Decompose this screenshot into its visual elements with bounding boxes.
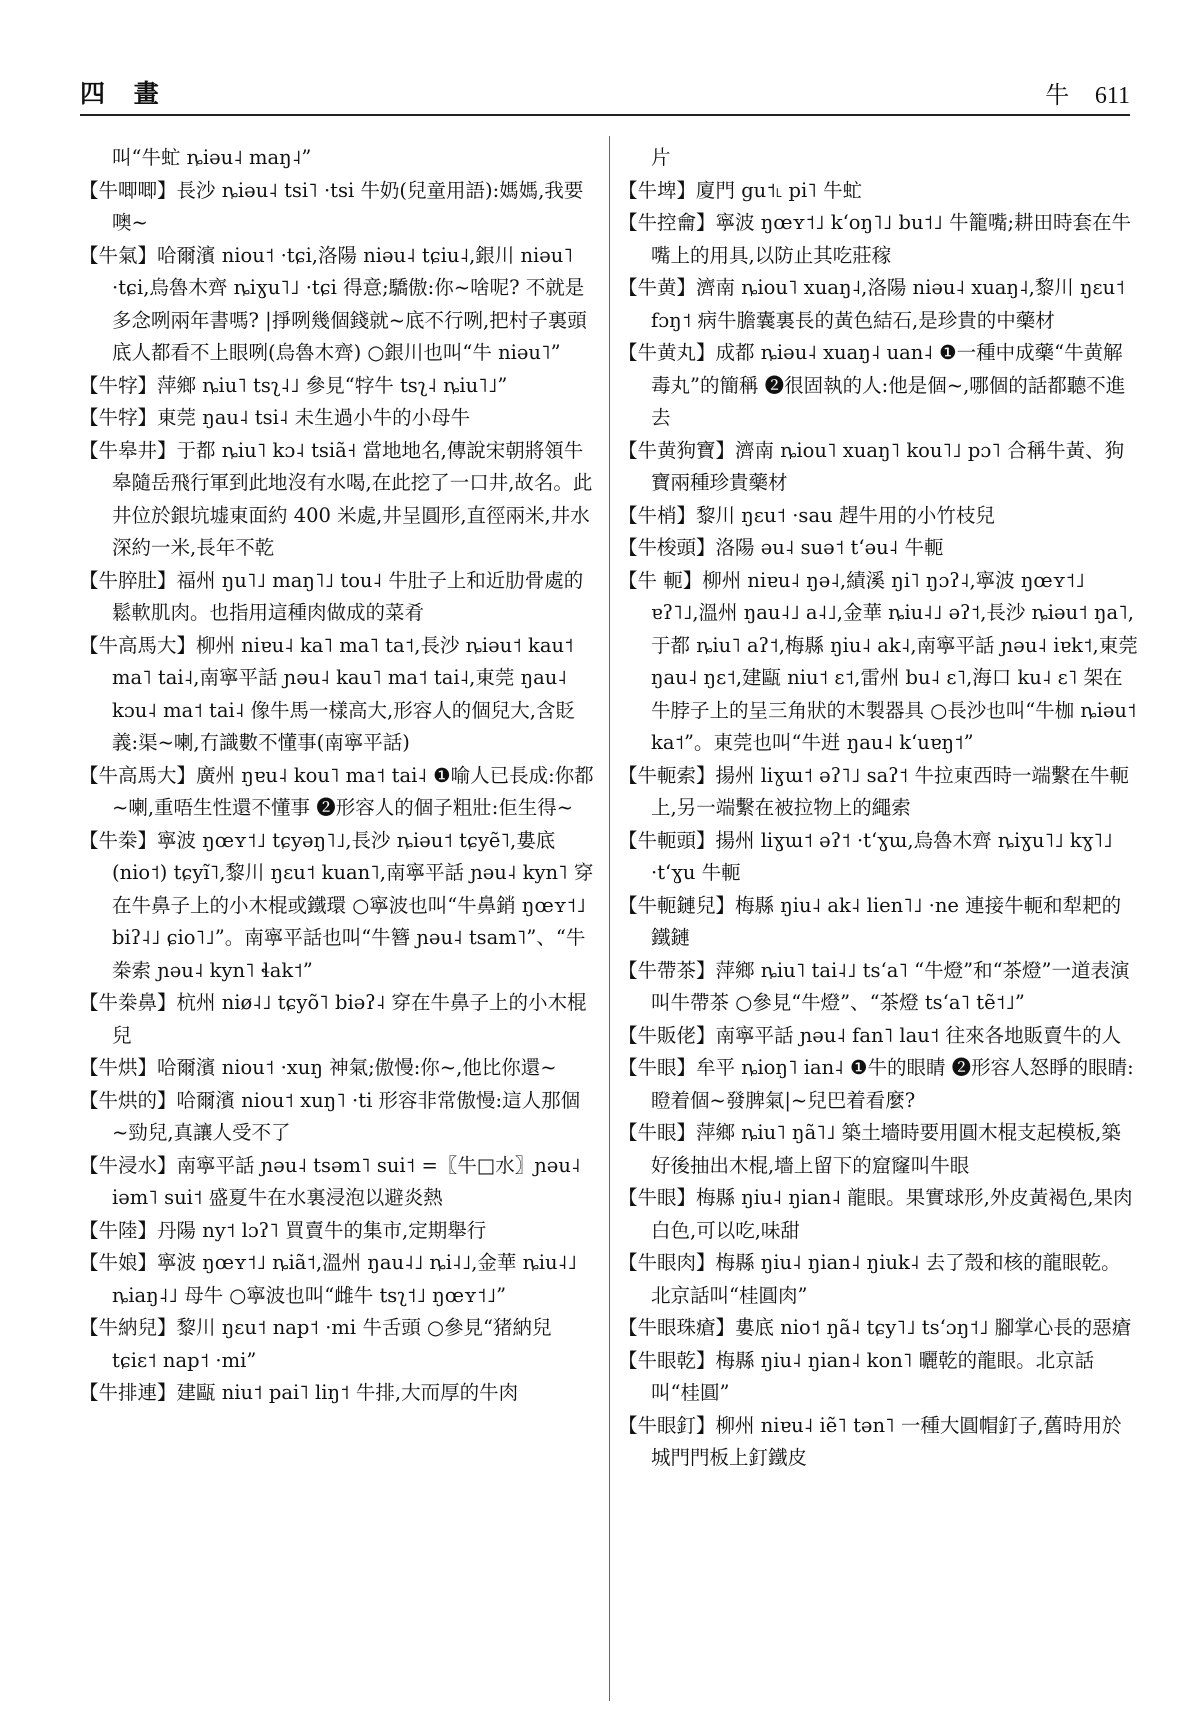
dictionary-entry: 【牛眼】梅縣 ŋiu˨ ŋian˨ 龍眼。果實球形,外皮黃褐色,果肉白色,可以吃,味甜	[618, 1186, 1133, 1242]
dictionary-entry: 【牛軛頭】揚州 liɣɯ˦ əʔ˦ ·tʻɣɯ,烏魯木齊 ȵiɣu˥˩ kɣ˥˩ ·tʻɣu 牛軛	[618, 828, 1113, 884]
dictionary-entry: 【牛帶茶】萍鄉 ȵiu˥ tai˨˩ tsʻa˥ “牛燈”和“茶燈”一道表演叫牛帶茶 ○參見“牛燈”、“茶燈 tsʻa˥ tẽ˦˩”	[618, 958, 1130, 1014]
page-number: 611	[1094, 83, 1130, 109]
dictionary-entry: 【牛桊鼻】杭州 niø˨˩ tɕyõ˥ biəʔ˨ 穿在牛鼻子上的小木棍兒	[79, 991, 587, 1047]
dictionary-entry: 【牛陸】丹陽 ny˦ lɔʔ˥ 買賣牛的集市,定期舉行	[79, 1218, 487, 1242]
dictionary-entry: 【牛唧唧】長沙 ȵiəu˨ tsi˥ ·tsi 牛奶(兒童用語):媽媽,我要噢~	[79, 178, 584, 234]
dictionary-entry: 【牛浸水】南寧平話 ɲəu˨ tsəm˥ sui˦ =〖牛□水〗ɲəu˨ iəm˥ sui˦ 盛夏牛在水裏浸泡以避炎熱	[79, 1153, 581, 1209]
dictionary-entry: 【牛梭頭】洛陽 əu˨ suə˦ tʻəu˨ 牛軛	[618, 536, 944, 559]
dictionary-entry: 【牛黄狗寶】濟南 ȵiou˥ xuaŋ˥ kou˥˩ pɔ˥ 合稱牛黃、狗寶兩種珍貴藥材	[618, 438, 1125, 494]
dictionary-entry: 【牛脺肚】福州 ŋu˥˩ maŋ˥˩ tou˨ 牛肚子上和近肋骨處的鬆軟肌肉。也指用這種肉做成的菜肴	[79, 568, 584, 624]
dictionary-entry: 【牛黄】濟南 ȵiou˥ xuaŋ˨,洛陽 niəu˨ xuaŋ˨,黎川 ŋɛu˦ fɔŋ˦ 病牛膽囊裏長的黃色結石,是珍貴的中藥材	[618, 276, 1125, 332]
dictionary-entry: 【牛控龠】寧波 ŋœʏ˦˩ kʻoŋ˥˩ bu˦˩ 牛籠嘴;耕田時套在牛嘴上的用具,以防止其吃莊稼	[618, 211, 1132, 267]
column-divider	[609, 136, 610, 1701]
dictionary-entry: 【牛牸】萍鄉 ȵiu˥ tsʅ˨˩ 參見“牸牛 tsʅ˨ ȵiu˥˩”	[79, 373, 508, 397]
dictionary-entry: 【牛排連】建甌 niu˦ pai˥ liŋ˦ 牛排,大而厚的牛肉	[79, 1381, 519, 1404]
dictionary-entry: 【牛眼乾】梅縣 ŋiu˨ ŋian˨ kon˥ 曬乾的龍眼。北京話叫“桂圓”	[618, 1348, 1095, 1404]
dictionary-entry: 【牛眼釘】柳州 niɐu˨ iẽ˥ tən˥ 一種大圓帽釘子,舊時用於城門門板上釘鐵皮	[618, 1413, 1122, 1469]
entry-continuation: 叫“牛虻 ȵiəu˨ maŋ˨”	[112, 146, 312, 169]
dictionary-entry: 【牛軛索】揚州 liɣɯ˦ əʔ˥˩ saʔ˦ 牛拉東西時一端繫在牛軛上,另一端繫在被拉物上的繩索	[618, 763, 1129, 819]
dictionary-entry: 【牛販佬】南寧平話 ɲəu˨ fan˥ lau˦ 往來各地販賣牛的人	[618, 1023, 1122, 1047]
dictionary-entry: 【牛高馬大】廣州 ŋɐu˨ kou˥ ma˦ tai˨ ❶喻人已長成:你都~喇,重唔生性還不懂事 ❷形容人的個子粗壯:佢生得~	[79, 763, 594, 819]
dictionary-entry: 【牛牸】東莞 ŋau˨ tsi˨ 未生過小牛的小母牛	[79, 406, 471, 429]
dictionary-entry: 【牛氣】哈爾濱 niou˦ ·tɕi,洛陽 niəu˨ tɕiu˨,銀川 niəu˥ ·tɕi,烏魯木齊 ȵiɣu˥˩ ·tɕi 得意;驕傲:你~啥呢? 不就是多念咧兩年書嗎? |掙咧幾個錢就~底不行咧,把村子裏頭底人都看不上眼咧(烏魯木齊) ○銀川也叫“牛 niəu˥”	[79, 243, 587, 364]
dictionary-entry: 【牛眼珠瘡】婁底 nio˦ ŋã˨ tɕy˥˩ tsʻɔŋ˦˩ 腳掌心長的惡瘡	[618, 1316, 1132, 1339]
right-column	[618, 142, 1138, 1475]
entry-continuation: 片	[651, 146, 671, 169]
head-character: 牛	[1045, 83, 1070, 109]
dictionary-entry: 【牛眼】牟平 ȵioŋ˥ ian˨ ❶牛的眼睛 ❷形容人怒睜的眼睛:瞪着個~發脾氣|~兒巴着看麼?	[618, 1056, 1134, 1112]
dictionary-entry: 【牛娘】寧波 ŋœʏ˦˩ ȵiã˦,溫州 ŋau˨˩ ȵi˨˩,金華 ȵiu˨˩ ȵiaŋ˨˩ 母牛 ○寧波也叫“雌牛 tsʅ˦˩ ŋœʏ˦˩”	[79, 1251, 577, 1307]
dictionary-entry: 【牛皋井】于都 ȵiu˥ kɔ˨ tsiã˧ 當地地名,傳說宋朝將領牛皋隨岳飛行軍到此地沒有水喝,在此挖了一口井,故名。此井位於銀坑墟東面約 400 米處,井呈圓形,直徑兩米,井水深約一米,長年不乾	[79, 438, 593, 559]
dictionary-entry: 【牛 軛】柳州 niɐu˨ ŋə˨,績溪 ŋi˥ ŋɔʔ˨,寧波 ŋœʏ˦˩ ɐʔ˥˩,溫州 ŋau˨˩ a˨˩,金華 ȵiu˨˩ əʔ˦,長沙 ȵiəu˦ ŋa˥,于都 ȵiu˥ aʔ˦,梅縣 ŋiu˨ ak˨,南寧平話 ɲəu˨ iɐk˦,東莞 ŋau˨ ŋɛ˦,建甌 niu˦ ɛ˦,雷州 bu˨ ɛ˥,海口 ku˨ ɛ˥ 架在牛脖子上的呈三角狀的木製器具 ○長沙也叫“牛枷 ȵiəu˦ ka˦”。東莞也叫“牛逬 ŋau˨ kʻuɐŋ˦”	[618, 568, 1138, 754]
dictionary-entry: 【牛眼】萍鄉 ȵiu˥ ŋã˥˩ 築土墻時要用圓木棍支起模板,築好後抽出木棍,墻上留下的窟窿叫牛眼	[618, 1121, 1121, 1177]
dictionary-entry: 【牛桊】寧波 ŋœʏ˦˩ tɕyəŋ˥˩,長沙 ȵiəu˦ tɕyẽ˥,婁底(nio˦) tɕyĩ˥,黎川 ŋɛu˦ kuan˥,南寧平話 ɲəu˨ kyn˥ 穿在牛鼻子上的小木棍或鐵環 ○寧波也叫“牛鼻銷 ŋœʏ˦˩ biʔ˨˩ ɕio˥˩”。南寧平話也叫“牛簪 ɲəu˨ tsam˥”、“牛桊索 ɲəu˨ kyn˥ ɬak˦”	[79, 828, 594, 982]
dictionary-entry: 【牛烘】哈爾濱 niou˦ ·xuŋ 神氣;傲慢:你~,他比你還~	[79, 1056, 557, 1079]
left-column	[79, 142, 594, 1410]
dictionary-entry: 【牛梢】黎川 ŋɛu˦ ·sau 趕牛用的小竹枝兒	[618, 503, 995, 527]
page-header-right	[1027, 75, 1130, 110]
dictionary-entry: 【牛軛鏈兒】梅縣 ŋiu˨ ak˨ lien˥˩ ·ne 連接牛軛和犁耙的鐵鏈	[618, 893, 1122, 949]
dictionary-entry: 【牛黄丸】成都 ȵiəu˨ xuaŋ˨ uan˨ ❶一種中成藥“牛黄解毒丸”的簡稱 ❷很固執的人:他是個~,哪個的話都聽不進去	[618, 341, 1126, 429]
section-title: 四 畫	[80, 79, 169, 108]
dictionary-entry: 【牛埤】廈門 gu˦˪ pi˥ 牛虻	[618, 178, 863, 202]
dictionary-entry: 【牛高馬大】柳州 niɐu˨ ka˥ ma˥ ta˦,長沙 ȵiəu˦ kau˦ ma˥ tai˨,南寧平話 ɲəu˨ kau˥ ma˦ tai˨,東莞 ŋau˨ kɔu˨ ma˦ tai˨ 像牛馬一樣高大,形容人的個兒大,含貶義:渠~喇,冇識數不懂事(南寧平話)	[79, 633, 575, 754]
dictionary-entry: 【牛眼肉】梅縣 ŋiu˨ ŋian˨ ŋiuk˨ 去了殼和核的龍眼乾。北京話叫“桂圓肉”	[618, 1251, 1121, 1307]
dictionary-entry: 【牛烘的】哈爾濱 niou˦ xuŋ˥ ·ti 形容非常傲慢:這人那個~勁兒,真讓人受不了	[79, 1088, 581, 1144]
page-header	[80, 78, 1130, 116]
dictionary-entry: 【牛納兒】黎川 ŋɛu˦ nap˦ ·mi 牛舌頭 ○參見“猪納兒 tɕiɛ˦ nap˦ ·mi”	[79, 1316, 552, 1372]
